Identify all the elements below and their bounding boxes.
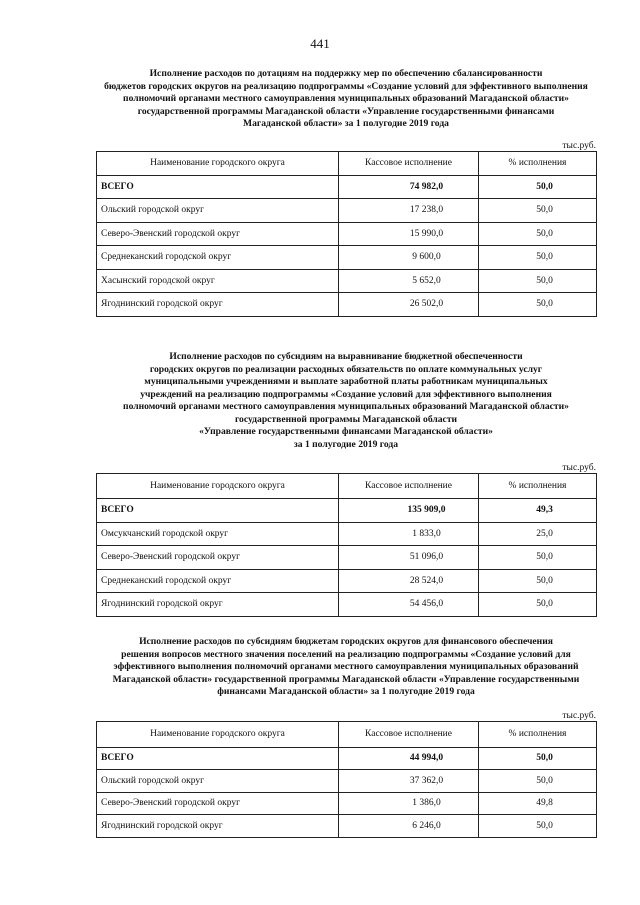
data-table bbox=[96, 721, 597, 838]
table-row bbox=[97, 199, 597, 223]
cash-cell: 135 909,0 bbox=[339, 499, 479, 523]
table-body bbox=[97, 499, 597, 617]
percent-cell: 49,3 bbox=[479, 499, 597, 523]
district-name-cell: Северо-Эвенский городской округ bbox=[97, 546, 339, 570]
total-row bbox=[97, 747, 597, 770]
section-subsidies-equalization bbox=[96, 351, 596, 617]
column-header-name: Наименование городского округа bbox=[97, 721, 339, 747]
district-name-cell: ВСЕГО bbox=[97, 499, 339, 523]
table-row bbox=[97, 792, 597, 815]
percent-cell: 50,0 bbox=[479, 269, 597, 293]
cash-cell: 51 096,0 bbox=[339, 546, 479, 570]
data-table bbox=[96, 473, 597, 617]
cash-cell: 1 386,0 bbox=[339, 792, 479, 815]
cash-cell: 28 524,0 bbox=[339, 569, 479, 593]
cash-cell: 6 246,0 bbox=[339, 815, 479, 838]
header-row bbox=[97, 721, 597, 747]
section-title: Исполнение расходов по субсидиям бюджетам городских округов для финансового обеспечения решения вопросов местного значения поселений на реализацию подпрограммы «Создание условий для эффективного выполнения полномочий органами местного самоуправления муниципальных образований Магаданской области» государственной программы Магаданской области «Управление государственными финансами Магаданской области» за 1 полугодие 2019 года bbox=[112, 636, 580, 697]
table-row bbox=[97, 770, 597, 793]
percent-cell: 25,0 bbox=[479, 522, 597, 546]
percent-cell: 50,0 bbox=[479, 175, 597, 199]
column-header-name: Наименование городского округа bbox=[97, 474, 339, 499]
district-name-cell: Ягоднинский городской округ bbox=[97, 593, 339, 617]
data-table bbox=[96, 151, 597, 317]
table-body bbox=[97, 175, 597, 316]
percent-cell: 50,0 bbox=[479, 593, 597, 617]
percent-cell: 50,0 bbox=[479, 293, 597, 317]
table-row bbox=[97, 546, 597, 570]
percent-cell: 50,0 bbox=[479, 246, 597, 270]
cash-cell: 74 982,0 bbox=[339, 175, 479, 199]
cash-cell: 9 600,0 bbox=[339, 246, 479, 270]
district-name-cell: Среднеканский городской округ bbox=[97, 246, 339, 270]
unit-label: тыс.руб. bbox=[562, 710, 596, 721]
cash-cell: 44 994,0 bbox=[339, 747, 479, 770]
table-row bbox=[97, 293, 597, 317]
section-dotations bbox=[96, 68, 596, 317]
column-header-pct: % исполнения bbox=[479, 151, 597, 175]
unit-label: тыс.руб. bbox=[562, 463, 596, 473]
district-name-cell: Среднеканский городской округ bbox=[97, 569, 339, 593]
table-row bbox=[97, 522, 597, 546]
header-row bbox=[97, 151, 597, 175]
percent-cell: 50,0 bbox=[479, 199, 597, 223]
percent-cell: 50,0 bbox=[479, 770, 597, 793]
table-row bbox=[97, 569, 597, 593]
total-row bbox=[97, 499, 597, 523]
cash-cell: 15 990,0 bbox=[339, 222, 479, 246]
column-header-cash: Кассовое исполнение bbox=[339, 721, 479, 747]
cash-cell: 26 502,0 bbox=[339, 293, 479, 317]
percent-cell: 50,0 bbox=[479, 546, 597, 570]
section-subsidies-local-issues bbox=[96, 636, 596, 838]
table-row bbox=[97, 269, 597, 293]
column-header-pct: % исполнения bbox=[479, 474, 597, 499]
table-row bbox=[97, 222, 597, 246]
percent-cell: 50,0 bbox=[479, 815, 597, 838]
section-title: Исполнение расходов по субсидиям на выравнивание бюджетной обеспеченности городских округов по реализации расходных обязательств по оплате коммунальных услуг муниципальными учреждениями и выплате заработной платы работникам муниципальных учреждений на реализацию подпрограммы «Создание условий для эффективного выполнения полномочий органами местного самоуправления муниципальных образований Магаданской области» государственной программы Магаданской области «Управление государственными финансами Магаданской области» за 1 полугодие 2019 года bbox=[123, 351, 569, 450]
column-header-name: Наименование городского округа bbox=[97, 151, 339, 175]
percent-cell: 50,0 bbox=[479, 747, 597, 770]
district-name-cell: Северо-Эвенский городской округ bbox=[97, 222, 339, 246]
table-row bbox=[97, 815, 597, 838]
column-header-cash: Кассовое исполнение bbox=[339, 151, 479, 175]
page-number: 441 bbox=[310, 36, 330, 51]
district-name-cell: Хасынский городской округ bbox=[97, 269, 339, 293]
cash-cell: 37 362,0 bbox=[339, 770, 479, 793]
column-header-cash: Кассовое исполнение bbox=[339, 474, 479, 499]
cash-cell: 17 238,0 bbox=[339, 199, 479, 223]
table-row bbox=[97, 593, 597, 617]
district-name-cell: ВСЕГО bbox=[97, 747, 339, 770]
table-body bbox=[97, 747, 597, 837]
total-row bbox=[97, 175, 597, 199]
district-name-cell: Омсукчанский городской округ bbox=[97, 522, 339, 546]
column-header-pct: % исполнения bbox=[479, 721, 597, 747]
district-name-cell: ВСЕГО bbox=[97, 175, 339, 199]
table-row bbox=[97, 246, 597, 270]
district-name-cell: Северо-Эвенский городской округ bbox=[97, 792, 339, 815]
header-row bbox=[97, 474, 597, 499]
cash-cell: 5 652,0 bbox=[339, 269, 479, 293]
district-name-cell: Ягоднинский городской округ bbox=[97, 293, 339, 317]
cash-cell: 54 456,0 bbox=[339, 593, 479, 617]
percent-cell: 50,0 bbox=[479, 222, 597, 246]
percent-cell: 49,8 bbox=[479, 792, 597, 815]
cash-cell: 1 833,0 bbox=[339, 522, 479, 546]
district-name-cell: Ольский городской округ bbox=[97, 199, 339, 223]
district-name-cell: Ягоднинский городской округ bbox=[97, 815, 339, 838]
unit-label: тыс.руб. bbox=[562, 140, 596, 151]
district-name-cell: Ольский городской округ bbox=[97, 770, 339, 793]
section-title: Исполнение расходов по дотациям на поддержку мер по обеспечению сбалансированности бюджетов городских округов на реализацию подпрограммы «Создание условий для эффективного выполнения полномочий органами местного самоуправления муниципальных образований Магаданской области» государственной программы Магаданской области «Управление государственными финансами Магаданской области» за 1 полугодие 2019 года bbox=[104, 68, 588, 129]
percent-cell: 50,0 bbox=[479, 569, 597, 593]
